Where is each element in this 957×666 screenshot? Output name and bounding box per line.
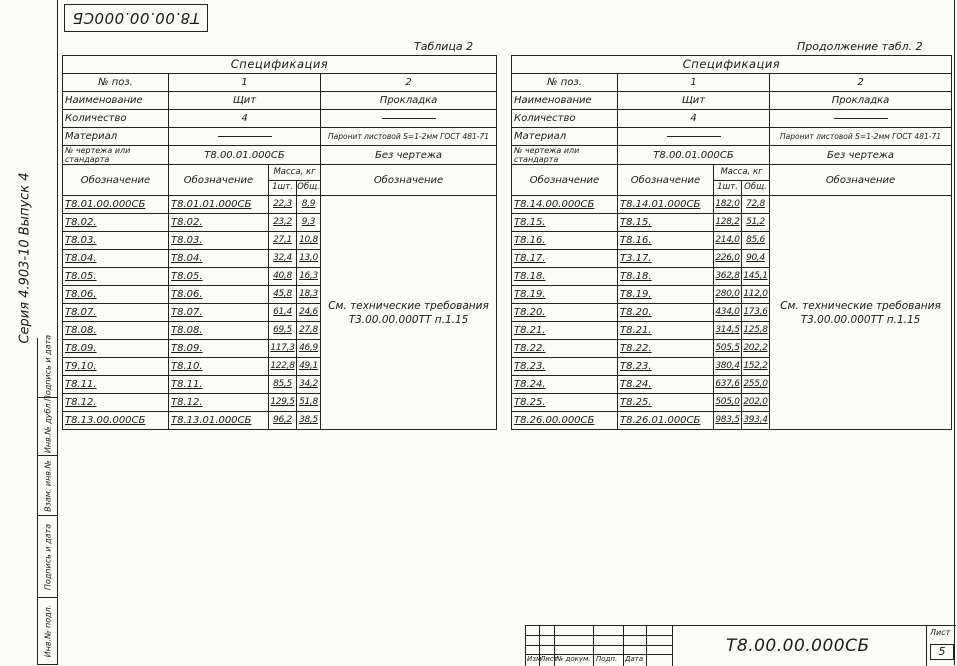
- row-designation: Т8.11.: [63, 376, 169, 394]
- col-designation-2: Обозначение: [169, 165, 269, 196]
- row-mass-total: 18,3: [297, 286, 321, 304]
- row-mass-one: 45,8: [269, 286, 297, 304]
- row-mass-one: 61,4: [269, 304, 297, 322]
- name-label: Наименование: [63, 92, 169, 110]
- row-designation: Т9.10.: [63, 358, 169, 376]
- row-designation-2: Т8.19.: [618, 286, 714, 304]
- row-mass-total: 85,6: [742, 232, 770, 250]
- row-designation: Т8.14.00.000СБ: [512, 196, 618, 214]
- row-designation-2: Т3.17.: [618, 250, 714, 268]
- side-cell: Подпись и дата: [38, 338, 58, 398]
- rev-label: № докум.: [556, 655, 591, 663]
- right-table-caption: Продолжение табл. 2: [797, 40, 923, 53]
- row-mass-total: 51,8: [297, 394, 321, 412]
- technical-requirements-note: См. технические требования Т3.00.00.000ТТ п.1.15: [770, 196, 952, 430]
- row-mass-one: 85,5: [269, 376, 297, 394]
- row-mass-one: 23,2: [269, 214, 297, 232]
- pos-2: 2: [321, 74, 497, 92]
- col-designation-3: Обозначение: [321, 165, 497, 196]
- row-designation-2: Т8.25.: [618, 394, 714, 412]
- row-designation-2: Т8.26.01.000СБ: [618, 412, 714, 430]
- row-designation-2: Т8.05.: [169, 268, 269, 286]
- row-mass-total: 72,8: [742, 196, 770, 214]
- row-designation: Т8.24.: [512, 376, 618, 394]
- row-designation: Т8.17.: [512, 250, 618, 268]
- row-mass-total: 10,8: [297, 232, 321, 250]
- row-designation: Т8.22.: [512, 340, 618, 358]
- side-cell: Подпись и дата: [38, 516, 58, 598]
- series-label: Серия 4.903-10 Выпуск 4: [17, 172, 33, 344]
- drawing-1: Т8.00.01.000СБ: [618, 146, 770, 165]
- material-2: Паронит листовой S=1-2мм ГОСТ 481-71: [321, 128, 497, 146]
- row-mass-total: 8,9: [297, 196, 321, 214]
- row-mass-total: 112,0: [742, 286, 770, 304]
- row-mass-one: 182,0: [714, 196, 742, 214]
- row-mass-one: 117,3: [269, 340, 297, 358]
- rev-label: Лист: [540, 655, 558, 663]
- row-mass-total: 202,0: [742, 394, 770, 412]
- qty-label: Количество: [512, 110, 618, 128]
- row-mass-total: 49,1: [297, 358, 321, 376]
- col-mass-total: Общ.: [742, 180, 770, 196]
- qty-1: 4: [618, 110, 770, 128]
- row-mass-total: 13,0: [297, 250, 321, 268]
- row-mass-one: 129,5: [269, 394, 297, 412]
- row-designation: Т8.21.: [512, 322, 618, 340]
- row-mass-one: 983,5: [714, 412, 742, 430]
- revision-grid: [526, 626, 673, 666]
- sheet-label: Лист: [930, 628, 951, 637]
- row-designation: Т8.03.: [63, 232, 169, 250]
- col-mass: Масса, кг: [269, 165, 321, 181]
- material-label: Материал: [63, 128, 169, 146]
- spec-table-right: [511, 55, 952, 430]
- row-mass-one: 314,5: [714, 322, 742, 340]
- row-designation: Т8.02.: [63, 214, 169, 232]
- row-designation-2: Т8.07.: [169, 304, 269, 322]
- row-mass-total: 34,2: [297, 376, 321, 394]
- row-mass-total: 9,3: [297, 214, 321, 232]
- col-mass: Масса, кг: [714, 165, 770, 181]
- material-label: Материал: [512, 128, 618, 146]
- row-designation-2: Т8.24.: [618, 376, 714, 394]
- row-designation-2: Т8.13.01.000СБ: [169, 412, 269, 430]
- row-mass-one: 434,0: [714, 304, 742, 322]
- row-mass-one: 128,2: [714, 214, 742, 232]
- row-mass-total: 51,2: [742, 214, 770, 232]
- table-title: Спецификация: [512, 56, 952, 74]
- row-mass-one: 122,8: [269, 358, 297, 376]
- side-signature-column: [37, 334, 58, 665]
- sheet-box: [926, 626, 957, 666]
- row-mass-one: 96,2: [269, 412, 297, 430]
- col-designation: Обозначение: [512, 165, 618, 196]
- row-designation-2: Т8.22.: [618, 340, 714, 358]
- row-mass-total: 125,8: [742, 322, 770, 340]
- row-mass-one: 362,8: [714, 268, 742, 286]
- pos-label: № поз.: [512, 74, 618, 92]
- drawing-1: Т8.00.01.000СБ: [169, 146, 321, 165]
- row-designation: Т8.16.: [512, 232, 618, 250]
- row-mass-one: 40,8: [269, 268, 297, 286]
- row-mass-one: 280,0: [714, 286, 742, 304]
- row-mass-one: 505,5: [714, 340, 742, 358]
- row-mass-one: 27,1: [269, 232, 297, 250]
- row-mass-total: 202,2: [742, 340, 770, 358]
- table-row: [512, 196, 952, 214]
- pos-1: 1: [618, 74, 770, 92]
- drawing-2: Без чертежа: [321, 146, 497, 165]
- pos-label: № поз.: [63, 74, 169, 92]
- frame-right-border: [954, 0, 955, 665]
- row-designation: Т8.07.: [63, 304, 169, 322]
- row-mass-total: 152,2: [742, 358, 770, 376]
- row-mass-one: 505,0: [714, 394, 742, 412]
- top-stamp-code: Т8.00.00.000СБ: [72, 9, 200, 27]
- side-cell: Взам. инв.№: [38, 456, 58, 516]
- col-mass-one: 1шт.: [714, 180, 742, 196]
- row-designation: Т8.01.00.000СБ: [63, 196, 169, 214]
- sheet-number: 5: [930, 644, 954, 660]
- drawing-2: Без чертежа: [770, 146, 952, 165]
- qty-2: [770, 110, 952, 128]
- row-mass-total: 24,6: [297, 304, 321, 322]
- col-designation-2: Обозначение: [618, 165, 714, 196]
- row-designation: Т8.18.: [512, 268, 618, 286]
- row-mass-one: 380,4: [714, 358, 742, 376]
- row-designation: Т8.13.00.000СБ: [63, 412, 169, 430]
- side-cell: Инв.№ подл.: [38, 598, 58, 665]
- left-table-caption: Таблица 2: [414, 40, 474, 53]
- row-mass-total: 90,4: [742, 250, 770, 268]
- row-designation: Т8.19.: [512, 286, 618, 304]
- row-designation-2: Т8.20.: [618, 304, 714, 322]
- row-designation-2: Т8.01.01.000СБ: [169, 196, 269, 214]
- rev-label: Дата: [625, 655, 644, 663]
- row-designation-2: Т8.02.: [169, 214, 269, 232]
- row-mass-total: 255,0: [742, 376, 770, 394]
- drawing-label: № чертежа или стандарта: [63, 146, 169, 165]
- row-mass-one: 226,0: [714, 250, 742, 268]
- pos-1: 1: [169, 74, 321, 92]
- row-designation: Т8.12.: [63, 394, 169, 412]
- col-designation: Обозначение: [63, 165, 169, 196]
- material-1: [169, 128, 321, 146]
- col-mass-one: 1шт.: [269, 180, 297, 196]
- col-designation-3: Обозначение: [770, 165, 952, 196]
- rev-label: Подп.: [596, 655, 618, 663]
- row-mass-total: 393,4: [742, 412, 770, 430]
- pos-2: 2: [770, 74, 952, 92]
- row-designation: Т8.06.: [63, 286, 169, 304]
- row-designation: Т8.04.: [63, 250, 169, 268]
- top-stamp: [64, 4, 208, 32]
- qty-2: [321, 110, 497, 128]
- row-designation-2: Т8.09.: [169, 340, 269, 358]
- col-mass-total: Общ.: [297, 180, 321, 196]
- spec-table-left: [62, 55, 497, 430]
- qty-1: 4: [169, 110, 321, 128]
- row-designation-2: Т8.08.: [169, 322, 269, 340]
- row-mass-total: 16,3: [297, 268, 321, 286]
- row-mass-one: 69,5: [269, 322, 297, 340]
- row-mass-one: 32,4: [269, 250, 297, 268]
- row-designation: Т8.26.00.000СБ: [512, 412, 618, 430]
- row-designation-2: Т8.15.: [618, 214, 714, 232]
- row-designation: Т8.05.: [63, 268, 169, 286]
- row-designation-2: Т8.23.: [618, 358, 714, 376]
- row-designation-2: Т8.10.: [169, 358, 269, 376]
- row-designation: Т8.23.: [512, 358, 618, 376]
- row-designation-2: Т8.11.: [169, 376, 269, 394]
- row-mass-total: 145,1: [742, 268, 770, 286]
- row-mass-one: 637,6: [714, 376, 742, 394]
- row-designation-2: Т8.16.: [618, 232, 714, 250]
- row-designation-2: Т8.04.: [169, 250, 269, 268]
- name-1: Щит: [169, 92, 321, 110]
- drawing-label: № чертежа или стандарта: [512, 146, 618, 165]
- row-mass-one: 22,3: [269, 196, 297, 214]
- row-designation: Т8.08.: [63, 322, 169, 340]
- row-mass-total: 27,8: [297, 322, 321, 340]
- row-designation-2: Т8.18.: [618, 268, 714, 286]
- title-block: [525, 625, 956, 666]
- row-designation-2: Т8.03.: [169, 232, 269, 250]
- row-designation-2: Т8.21.: [618, 322, 714, 340]
- technical-requirements-note: См. технические требования Т3.00.00.000ТТ п.1.15: [321, 196, 497, 430]
- row-mass-total: 38,5: [297, 412, 321, 430]
- row-mass-total: 173,6: [742, 304, 770, 322]
- row-designation-2: Т8.14.01.000СБ: [618, 196, 714, 214]
- qty-label: Количество: [63, 110, 169, 128]
- row-designation: Т8.09.: [63, 340, 169, 358]
- row-mass-one: 214,0: [714, 232, 742, 250]
- row-designation-2: Т8.06.: [169, 286, 269, 304]
- table-title: Спецификация: [63, 56, 497, 74]
- material-2: Паронит листовой S=1-2мм ГОСТ 481-71: [770, 128, 952, 146]
- table-row: [63, 196, 497, 214]
- row-mass-total: 46,9: [297, 340, 321, 358]
- side-cell: Инв.№ дубл.: [38, 398, 58, 456]
- name-2: Прокладка: [321, 92, 497, 110]
- rev-label: Изм: [527, 655, 542, 663]
- name-1: Щит: [618, 92, 770, 110]
- row-designation: Т8.25.: [512, 394, 618, 412]
- row-designation-2: Т8.12.: [169, 394, 269, 412]
- document-code: Т8.00.00.000СБ: [726, 636, 870, 656]
- material-1: [618, 128, 770, 146]
- row-designation: Т8.20.: [512, 304, 618, 322]
- name-2: Прокладка: [770, 92, 952, 110]
- name-label: Наименование: [512, 92, 618, 110]
- row-designation: Т8.15.: [512, 214, 618, 232]
